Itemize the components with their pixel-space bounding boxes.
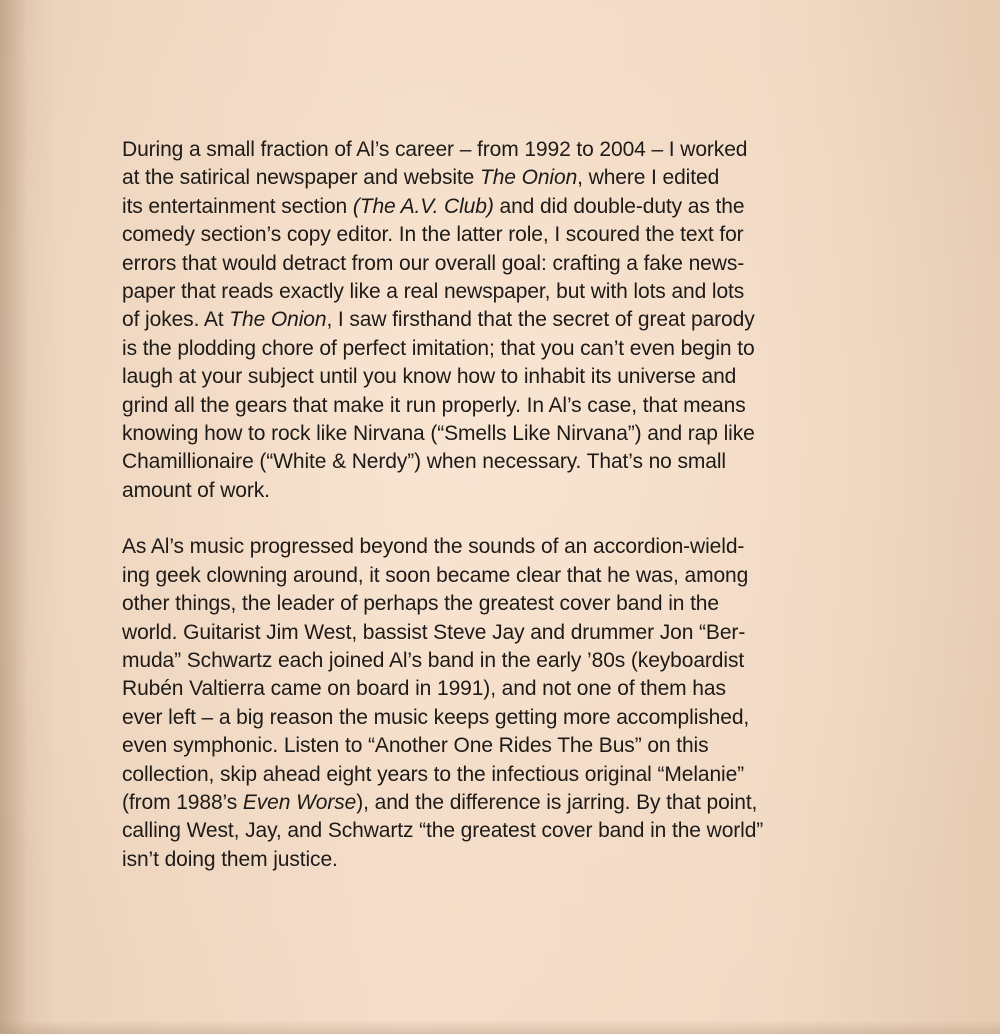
- text-run: collection, skip ahead eight years to the infectious original “Melanie”: [122, 762, 745, 786]
- paragraph-1-line: [122, 136, 872, 164]
- text-run: , where I edited: [577, 166, 720, 190]
- text-run: grind all the gears that make it run properly. In Al’s case, that means: [122, 393, 746, 417]
- paragraph-1-line: [122, 363, 872, 391]
- paragraph-1-line: [122, 392, 872, 420]
- text-run: Chamillionaire (“White & Nerdy”) when necessary. That’s no small: [122, 450, 726, 474]
- paragraph-1-line: [122, 335, 872, 363]
- paragraph-1-line: [122, 221, 872, 249]
- text-run: of jokes. At: [122, 308, 230, 332]
- paragraph-2-line: [122, 704, 872, 732]
- paragraph-1-line: [122, 477, 872, 505]
- text-run: ), and the difference is jarring. By that point,: [356, 790, 758, 814]
- text-run: its entertainment section: [122, 194, 353, 218]
- paragraph-1-line: [122, 193, 872, 221]
- text-run: other things, the leader of perhaps the greatest cover band in the: [122, 592, 719, 616]
- text-run: During a small fraction of Al’s career – from 1992 to 2004 – I worked: [122, 138, 748, 161]
- paragraph-2-line: [122, 732, 872, 760]
- paragraph-2-line: [122, 817, 872, 845]
- text-run: , I saw firsthand that the secret of great parody: [326, 308, 755, 332]
- text-run: isn’t doing them justice.: [122, 847, 338, 871]
- paragraph-1-line: [122, 164, 872, 192]
- page-gutter-shadow: [0, 0, 28, 1034]
- paragraph-2-line: [122, 789, 872, 817]
- paragraph-1-line: [122, 250, 872, 278]
- paragraph-2-line: [122, 533, 872, 561]
- text-run: comedy section’s copy editor. In the latter role, I scoured the text for: [122, 223, 744, 247]
- paragraph-1-line: [122, 420, 872, 448]
- paragraph-2-line: [122, 619, 872, 647]
- text-run: knowing how to rock like Nirvana (“Smells Like Nirvana”) and rap like: [122, 422, 755, 446]
- text-run: calling West, Jay, and Schwartz “the greatest cover band in the world”: [122, 819, 764, 843]
- paragraph-2-line: [122, 647, 872, 675]
- paragraph-1-line: [122, 448, 872, 476]
- text-run: world. Guitarist Jim West, bassist Steve Jay and drummer Jon “Ber-: [122, 620, 746, 644]
- italic-title-text: (The A.V. Club): [352, 194, 494, 218]
- page-bottom-edge: [0, 1020, 1000, 1034]
- text-run: muda” Schwartz each joined Al’s band in the early ’80s (keyboardist: [122, 648, 745, 672]
- text-run: at the satirical newspaper and website: [122, 166, 480, 190]
- paragraph-gap: [122, 505, 872, 533]
- text-run: paper that reads exactly like a real newspaper, but with lots and lots: [122, 280, 745, 304]
- text-run: and did double-duty as the: [493, 194, 745, 218]
- text-run: ever left – a big reason the music keeps getting more accomplished,: [122, 705, 750, 729]
- text-run: errors that would detract from our overall goal: crafting a fake news-: [122, 251, 745, 275]
- paragraph-1-line: [122, 278, 872, 306]
- text-run: laugh at your subject until you know how to inhabit its universe and: [122, 365, 737, 389]
- text-run: As Al’s music progressed beyond the sounds of an accordion-wield-: [122, 535, 745, 559]
- paragraph-2-line: [122, 846, 872, 874]
- paragraph-2-line: [122, 590, 872, 618]
- text-run: ing geek clowning around, it soon became clear that he was, among: [122, 563, 749, 587]
- italic-title-text: Even Worse: [242, 790, 357, 814]
- body-text: [122, 136, 872, 874]
- text-run: amount of work.: [122, 478, 270, 502]
- text-run: Rubén Valtierra came on board in 1991), and not one of them has: [122, 677, 726, 701]
- text-run: even symphonic. Listen to “Another One Rides The Bus” on this: [122, 734, 709, 758]
- paragraph-2-line: [122, 675, 872, 703]
- paragraph-2-line: [122, 761, 872, 789]
- italic-title-text: The Onion: [229, 308, 327, 332]
- paragraph-2-line: [122, 562, 872, 590]
- text-run: is the plodding chore of perfect imitation; that you can’t even begin to: [122, 336, 755, 360]
- text-run: (from 1988’s: [122, 790, 243, 814]
- italic-title-text: The Onion: [479, 166, 578, 190]
- paragraph-1-line: [122, 306, 872, 334]
